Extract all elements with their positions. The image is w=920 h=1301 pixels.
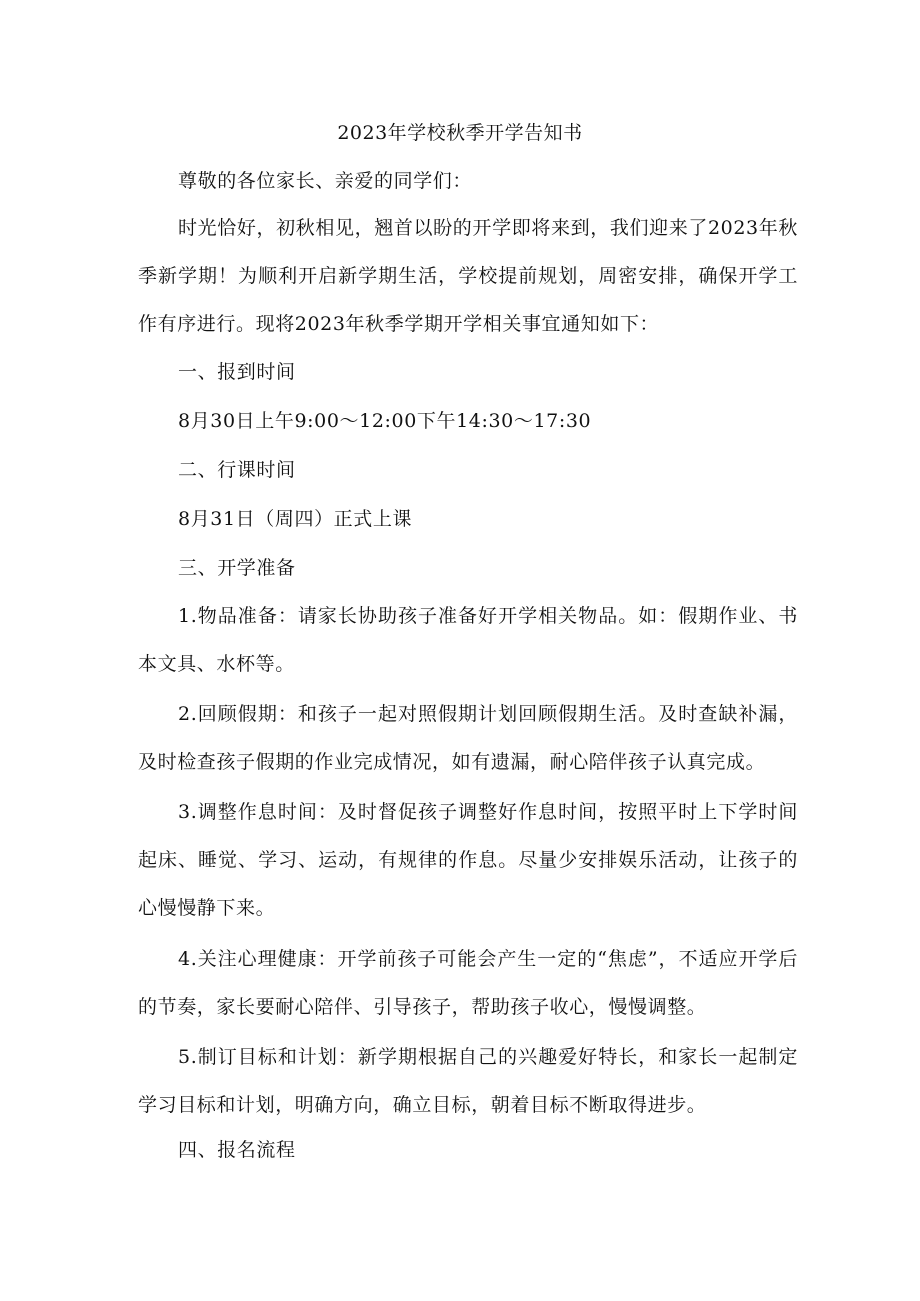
greeting: 尊敬的各位家长、亲爱的同学们： xyxy=(178,170,473,192)
section-heading-registration: 一、报到时间 xyxy=(178,361,296,383)
class-start-date: 8月31日（周四）正式上课 xyxy=(178,508,413,530)
intro-paragraph: 时光恰好，初秋相见，翘首以盼的开学即将来到，我们迎来了2023年秋季新学期！为顺利开启新学期生活，学校提前规划，周密安排，确保开学工作有序进行。现将2023年秋季学期开学相关事宜通知如下： xyxy=(138,217,798,335)
preparation-item-3: 3.调整作息时间：及时督促孩子调整好作息时间，按照平时上下学时间起床、睡觉、学习、运动，有规律的作息。尽量少安排娱乐活动，让孩子的心慢慢静下来。 xyxy=(138,801,798,919)
preparation-item-1: 1.物品准备：请家长协助孩子准备好开学相关物品。如：假期作业、书本文具、水杯等。 xyxy=(138,605,798,675)
section-heading-enrollment: 四、报名流程 xyxy=(178,1139,296,1161)
registration-time: 8月30日上午9:00～12:00下午14:30～17:30 xyxy=(178,410,592,432)
preparation-item-2: 2.回顾假期：和孩子一起对照假期计划回顾假期生活。及时查缺补漏，及时检查孩子假期的作业完成情况，如有遗漏，耐心陪伴孩子认真完成。 xyxy=(138,703,798,773)
preparation-item-4: 4.关注心理健康：开学前孩子可能会产生一定的“焦虑”，不适应开学后的节奏，家长要耐心陪伴、引导孩子，帮助孩子收心，慢慢调整。 xyxy=(138,948,798,1018)
section-heading-preparation: 三、开学准备 xyxy=(178,557,296,579)
document-title: 2023年学校秋季开学告知书 xyxy=(337,122,583,144)
preparation-item-5: 5.制订目标和计划：新学期根据自己的兴趣爱好特长，和家长一起制定学习目标和计划，明确方向，确立目标，朝着目标不断取得进步。 xyxy=(138,1046,798,1116)
section-heading-class-time: 二、行课时间 xyxy=(178,459,296,481)
